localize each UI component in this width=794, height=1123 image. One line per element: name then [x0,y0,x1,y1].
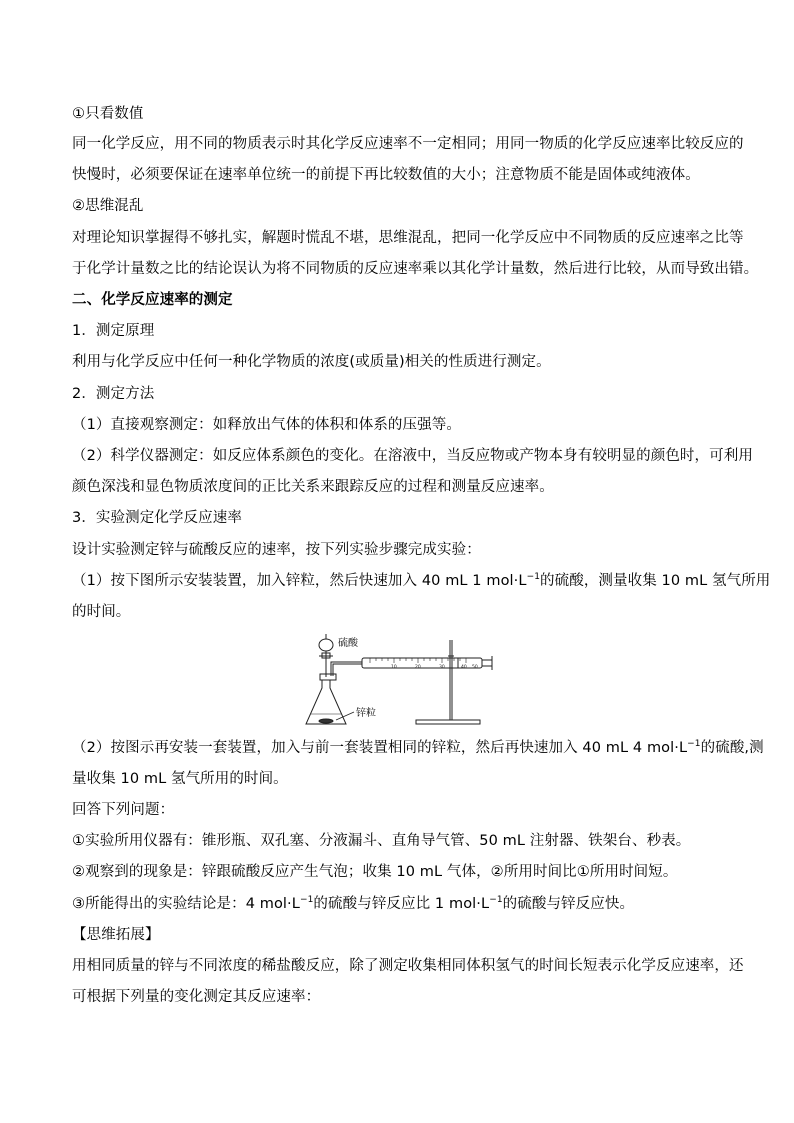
label-zinc-pointer [336,712,354,720]
answer-text: ③所能得出的实验结论是：4 mol·L [72,896,300,912]
syringe-tick-label: 10 [391,665,397,670]
section-title: 二、化学反应速率的测定 [72,292,233,308]
paragraph-line: 同一化学反应，用不同的物质表示时其化学反应速率不一定相同；用同一物质的化学反应速率比较反应的 [72,136,744,152]
syringe-tick-label: 50 [472,665,478,670]
superscript: −1 [299,895,314,905]
method-item: （2）科学仪器测定：如反应体系颜色的变化。在溶液中，当反应物或产物本身有较明显的颜色时，可利用 [72,448,753,464]
paragraph-line: 用相同质量的锌与不同浓度的稀盐酸反应，除了测定收集相同体积氢气的时间长短表示化学反应速率，还 [72,958,744,974]
subsection-title: 1．测定原理 [72,323,155,339]
expand-title: 【思维拓展】 [72,927,160,943]
superscript: −1 [526,572,541,582]
syringe-tick-label: 30 [439,665,445,670]
step-1-line [72,571,770,593]
paragraph-line: 于化学计量数之比的结论误认为将不同物质的反应速率乘以其化学计量数，然后进行比较，从而导致出错。 [72,261,759,277]
syringe-tick-label: 40 [461,665,467,670]
paragraph-line: 可根据下列量的变化测定其反应速率： [72,989,321,1005]
step-1-text: （1）按下图所示安装装置，加入锌粒，然后快速加入 40 mL 1 mol·L [72,573,527,589]
iron-stand-icon [416,640,480,724]
superscript: −1 [687,739,701,749]
superscript: −1 [489,895,503,905]
step-2-text: 的硫酸,测 [700,740,764,756]
answer-item: ①实验所用仪器有：锥形瓶、双孔塞、分液漏斗、直角导气管、50 mL 注射器、铁架台、秒表。 [72,833,691,849]
method-item-continued: 颜色深浅和显色物质浓度间的正比关系来跟踪反应的过程和测量反应速率。 [72,479,554,495]
paragraph-line: 快慢时，必须要保证在速率单位统一的前提下再比较数值的大小；注意物质不能是固体或纯液体。 [72,167,700,183]
answer-item [72,894,634,916]
syringe-tick-label: 20 [415,665,421,670]
answer-text: 的硫酸与锌反应快。 [502,896,635,912]
answer-title: 回答下列问题： [72,802,175,818]
apparatus-figure [300,632,496,728]
paragraph-line: 设计实验测定锌与硫酸反应的速率，按下列实验步骤完成实验： [72,542,481,558]
label-sulfuric-acid: 硫酸 [338,638,358,649]
paragraph-line: 利用与化学反应中任何一种化学物质的浓度(或质量)相关的性质进行测定。 [72,354,551,370]
paragraph-line: 对理论知识掌握得不够扎实，解题时慌乱不堪，思维混乱，把同一化学反应中不同物质的反应速率之比等 [72,230,744,246]
subsection-title: 2．测定方法 [72,386,155,402]
answer-text: 的硫酸与锌反应比 1 mol·L [313,896,490,912]
method-item: （1）直接观察测定：如释放出气体的体积和体系的压强等。 [72,417,461,433]
step-1-text: 的硫酸，测量收集 10 mL 氢气所用 [540,573,771,589]
section-heading-confusion: ②思维混乱 [72,198,144,214]
step-2-line [72,738,764,760]
subsection-title: 3．实验测定化学反应速率 [72,510,242,526]
section-heading-numeric: ①只看数值 [72,106,144,122]
step-2-line-2: 量收集 10 mL 氢气所用的时间。 [72,771,288,787]
conical-flask-icon [306,680,346,724]
answer-item: ②观察到的现象是：锌跟硫酸反应产生气泡；收集 10 mL 气体，②所用时间比①所用时间短。 [72,864,678,880]
step-2-text: （2）按图示再安装一套装置，加入与前一套装置相同的锌粒，然后再快速加入 40 mL 4 mol·L [72,740,688,756]
label-zinc: 锌粒 [356,708,376,719]
step-1-line-2: 的时间。 [72,604,131,620]
